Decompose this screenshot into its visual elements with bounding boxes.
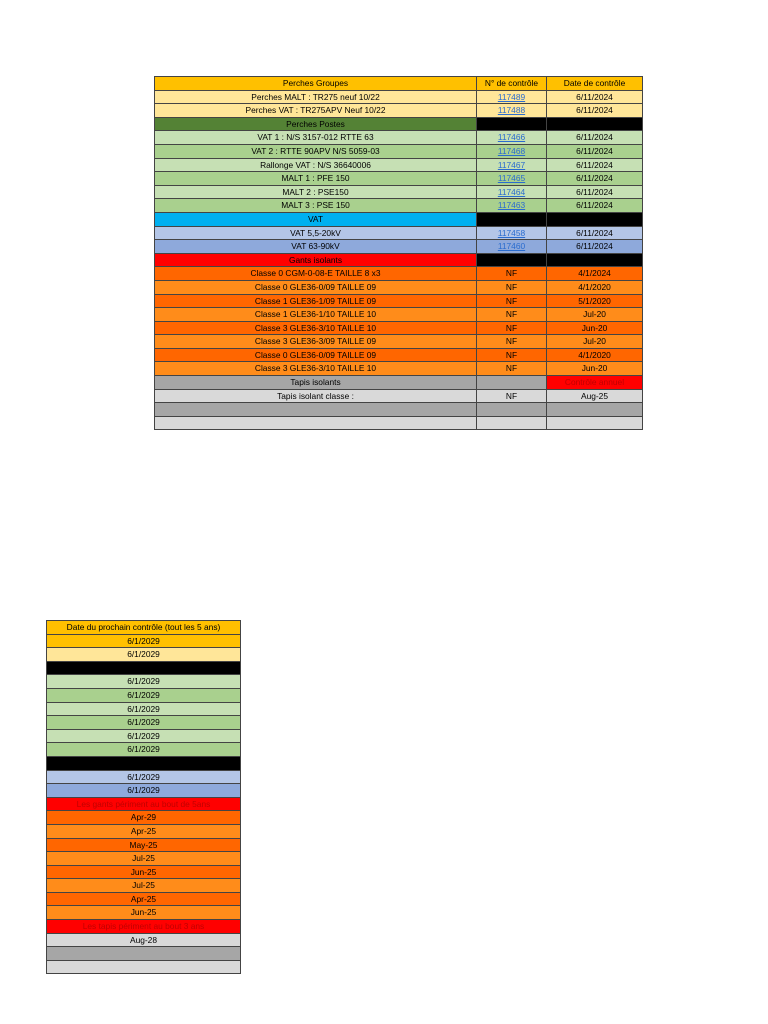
control-number-cell: NF [477,280,547,294]
table-row [155,212,643,226]
header-control-number: N° de contrôle [477,77,547,91]
control-number-cell: NF [477,362,547,376]
control-date-cell: 6/11/2024 [547,199,643,213]
section-label: VAT [155,212,477,226]
control-number-link[interactable]: 117464 [497,186,526,197]
item-label: Classe 0 CGM-0-08-E TAILLE 8 x3 [155,267,477,281]
control-date-cell: 6/11/2024 [547,144,643,158]
table-row [155,308,643,322]
next-control-date-cell: Jun-25 [47,906,241,920]
table-row [155,280,643,294]
next-table-row [47,743,241,757]
next-table-row [47,688,241,702]
item-label: Classe 3 GLE36-3/10 TAILLE 10 [155,321,477,335]
control-number-cell: NF [477,389,547,403]
control-table [154,76,643,430]
next-table-row [47,879,241,893]
next-table-row [47,824,241,838]
control-date-cell: 6/11/2024 [547,172,643,186]
table-row [155,416,643,430]
table-row [155,253,643,267]
item-label: Classe 3 GLE36-3/09 TAILLE 09 [155,335,477,349]
next-table-row [47,865,241,879]
next-header-row [47,621,241,635]
next-table-row [47,852,241,866]
control-number-cell [477,416,547,430]
next-control-date-cell [47,756,241,770]
item-label: Rallonge VAT : N/S 36640006 [155,158,477,172]
next-control-date-cell: 6/1/2029 [47,729,241,743]
table-row [155,240,643,254]
next-control-table [46,620,241,974]
item-label: Perches MALT : TR275 neuf 10/22 [155,90,477,104]
next-table-row [47,797,241,811]
next-control-date-cell: 6/1/2029 [47,702,241,716]
next-control-date-cell [47,960,241,974]
control-date-cell: 6/11/2024 [547,240,643,254]
control-date-cell: Jun-20 [547,362,643,376]
table-row [155,335,643,349]
next-control-date-cell: 6/1/2029 [47,688,241,702]
control-number-link[interactable]: 117467 [497,159,526,170]
next-control-date-cell: Jun-25 [47,865,241,879]
control-date-cell [547,403,643,417]
header-next-control-date: Date du prochain contrôle (tout les 5 ans) [47,621,241,635]
next-table-row [47,716,241,730]
next-table-row [47,756,241,770]
control-date-cell: Jun-20 [547,321,643,335]
control-number-cell: NF [477,335,547,349]
table-row [155,131,643,145]
item-label: MALT 2 : PSE150 [155,185,477,199]
next-table-row [47,661,241,675]
item-label: VAT 63-90kV [155,240,477,254]
item-label: Classe 1 GLE36-1/10 TAILLE 10 [155,308,477,322]
next-table-row [47,892,241,906]
table-row [155,117,643,131]
control-number-link[interactable]: 117489 [497,91,526,102]
control-date-cell: Aug-25 [547,389,643,403]
table-row [155,199,643,213]
table-row [155,403,643,417]
control-number-link[interactable]: 117468 [497,145,526,156]
next-control-date-cell: Apr-29 [47,811,241,825]
control-number-link[interactable]: 117463 [497,200,526,211]
control-number-link[interactable]: 117465 [497,173,526,184]
control-date-cell: 6/11/2024 [547,226,643,240]
control-date-cell [547,212,643,226]
expiry-note: Les tapis périment au bout 3 ans [47,920,241,934]
next-table-row [47,811,241,825]
table-row [155,104,643,118]
item-label: VAT 2 : RTTE 90APV N/S 5059-03 [155,144,477,158]
item-label: Tapis isolant classe : [155,389,477,403]
next-table-row [47,634,241,648]
control-date-cell [547,117,643,131]
table-row [155,389,643,403]
control-number-link[interactable]: 117460 [497,241,526,252]
table-row [155,294,643,308]
next-control-date-cell: 6/1/2029 [47,743,241,757]
control-date-cell: Jul-20 [547,308,643,322]
next-control-date-cell: Apr-25 [47,892,241,906]
item-label: Classe 0 GLE36-0/09 TAILLE 09 [155,348,477,362]
control-number-cell [477,172,547,186]
table-row [155,376,643,390]
next-control-date-cell: Aug-28 [47,933,241,947]
control-number-cell [477,158,547,172]
table-row [155,348,643,362]
control-number-cell [477,212,547,226]
section-label: Perches Postes [155,117,477,131]
control-number-cell [477,199,547,213]
table-row [155,185,643,199]
item-label: Tapis isolants [155,376,477,390]
table-row [155,144,643,158]
next-table-row [47,960,241,974]
control-number-cell [477,376,547,390]
control-number-link[interactable]: 117466 [497,132,526,143]
next-table-row [47,838,241,852]
next-table-row [47,933,241,947]
item-label: Classe 3 GLE36-3/10 TAILLE 10 [155,362,477,376]
control-number-cell: NF [477,348,547,362]
control-number-cell: NF [477,308,547,322]
expiry-note: Les gants périment au bout de 5ans [47,797,241,811]
next-control-date-cell [47,947,241,961]
next-table-row [47,947,241,961]
table-row [155,321,643,335]
control-number-cell [477,226,547,240]
header-perches-groupes: Perches Groupes [155,77,477,91]
control-number-cell [477,240,547,254]
next-control-date-cell: 6/1/2029 [47,675,241,689]
control-date-cell [547,416,643,430]
control-date-cell: 6/11/2024 [547,185,643,199]
table-row [155,172,643,186]
next-control-date-cell: Jul-25 [47,852,241,866]
next-table-row [47,675,241,689]
control-date-cell: 4/1/2020 [547,280,643,294]
next-control-date-cell: Jul-25 [47,879,241,893]
next-control-date-cell: Apr-25 [47,824,241,838]
next-table-row [47,906,241,920]
next-table-row [47,729,241,743]
item-label: VAT 1 : N/S 3157-012 RTTE 63 [155,131,477,145]
table-row [155,90,643,104]
next-table-row [47,784,241,798]
next-table-row [47,770,241,784]
item-label [155,416,477,430]
section-label: Gants isolants [155,253,477,267]
next-table-row [47,648,241,662]
next-table-row [47,702,241,716]
next-control-date-cell: 6/1/2029 [47,648,241,662]
next-control-date-cell: 6/1/2029 [47,770,241,784]
control-date-cell: 4/1/2024 [547,267,643,281]
control-number-cell [477,104,547,118]
control-number-cell [477,117,547,131]
control-date-cell: 6/11/2024 [547,104,643,118]
table-header-row [155,77,643,91]
next-control-date-cell: 6/1/2029 [47,716,241,730]
control-number-cell: NF [477,321,547,335]
control-number-link[interactable]: 117488 [497,105,526,116]
control-date-cell: 6/11/2024 [547,158,643,172]
item-label [155,403,477,417]
next-control-date-cell: May-25 [47,838,241,852]
next-control-date-cell [47,661,241,675]
control-number-cell [477,131,547,145]
table-row [155,226,643,240]
item-label: MALT 3 : PSE 150 [155,199,477,213]
control-date-cell: 6/11/2024 [547,131,643,145]
control-date-cell [547,253,643,267]
control-number-cell: NF [477,267,547,281]
control-number-cell [477,90,547,104]
control-date-cell: 5/1/2020 [547,294,643,308]
next-control-date-cell: 6/1/2029 [47,634,241,648]
control-number-cell: NF [477,294,547,308]
item-label: VAT 5,5-20kV [155,226,477,240]
table-row [155,158,643,172]
control-date-cell: 4/1/2020 [547,348,643,362]
next-table-row [47,920,241,934]
table-row [155,362,643,376]
control-date-cell: Jul-20 [547,335,643,349]
control-number-cell [477,403,547,417]
table-row [155,267,643,281]
control-date-cell: 6/11/2024 [547,90,643,104]
control-number-cell [477,185,547,199]
item-label: Perches VAT : TR275APV Neuf 10/22 [155,104,477,118]
control-date-cell: Contrôle annuel [547,376,643,390]
control-number-cell [477,253,547,267]
header-control-date: Date de contrôle [547,77,643,91]
item-label: Classe 0 GLE36-0/09 TAILLE 09 [155,280,477,294]
next-control-date-cell: 6/1/2029 [47,784,241,798]
control-number-link[interactable]: 117458 [497,227,526,238]
item-label: MALT 1 : PFE 150 [155,172,477,186]
item-label: Classe 1 GLE36-1/09 TAILLE 09 [155,294,477,308]
control-number-cell [477,144,547,158]
